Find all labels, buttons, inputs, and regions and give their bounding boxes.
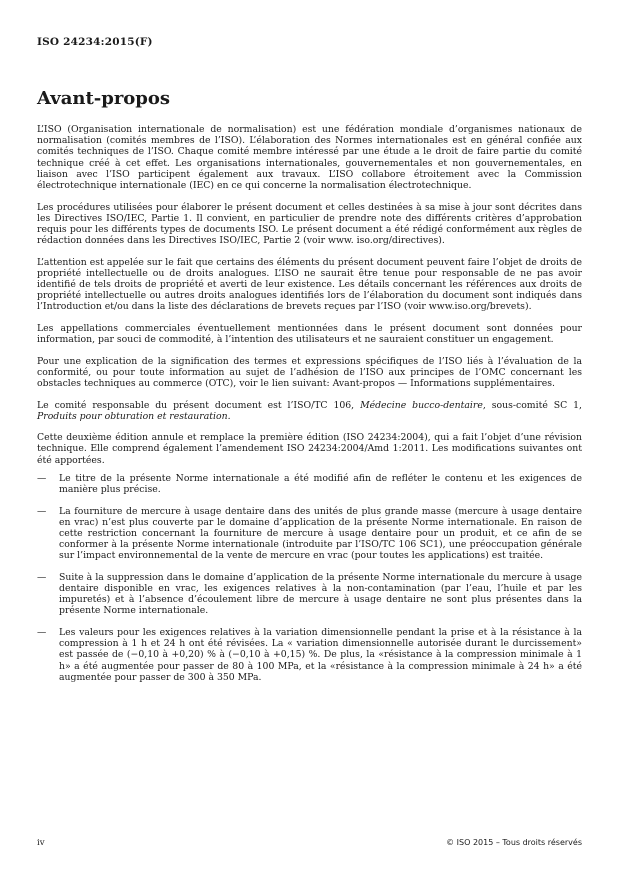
- dash-bullet: —: [37, 505, 47, 517]
- document-id: ISO 24234:2015(F): [37, 36, 153, 48]
- page-number: iv: [37, 838, 45, 848]
- list-item-text: Suite à la suppression dans le domaine d’application de la présente Norme internationale du mercure à usage dentaire disponible en vrac, les exigences relatives à la non-contamination (par l’eau, l’huile et par les impuretés) et à l’absence d’écoulement libre de mercure à usage dentaire ne sont plus présentes dans la présente Norme internationale.: [59, 571, 582, 617]
- paragraph-conformity: Pour une explication de la signification des termes et expressions spécifiques de l’ISO liés à l’évaluation de la conformité, ou pour toute information au sujet de l’adhésion de l’ISO aux principes de l’OMC concernant les obstacles techniques au commerce (OTC), voir le lien suivant: Avant-propos — Informations supplémentaires.: [37, 355, 582, 390]
- list-item-text: La fourniture de mercure à usage dentaire dans des unités de plus grande masse (mercure à usage dentaire en vrac) n’est plus couverte par le domaine d’application de la présente Norme internationale. En raison de cette restriction concernant la fourniture de mercure à usage dentaire pour un produit, et ce afin de se conformer à la présente Norme internationale (introduite par l’ISO/TC 106 SC1), une préoccupation générale sur l’impact environnemental de la vente de mercure en vrac (pour toutes les applications) est traitée.: [59, 505, 582, 562]
- committee-text-a: Le comité responsable du présent document est l’ISO/TC 106,: [37, 399, 361, 411]
- list-item: [37, 506, 582, 562]
- dash-bullet: —: [37, 472, 47, 484]
- paragraph-procedures: Les procédures utilisées pour élaborer le présent document et celles destinées à sa mise à jour sont décrites dans les Directives ISO/IEC, Partie 1. Il convient, en particulier de prendre note des différents critères d’approbation requis pour les différents types de documents ISO. Le présent document a été rédigé conformément aux règles de rédaction données dans les Directives ISO/IEC, Partie 2 (voir www. iso.org/directives).: [37, 201, 582, 247]
- paragraph-edition: Cette deuxième édition annule et remplace la première édition (ISO 24234:2004), qui a fait l’objet d’une révision technique. Elle comprend également l’amendement ISO 24234:2004/Amd 1:2011. Les modifications suivantes ont été apportées.: [37, 432, 582, 466]
- list-item-text: Les valeurs pour les exigences relatives à la variation dimensionnelle pendant la prise et à la résistance à la compression à 1 h et 24 h ont été révisées. La « variation dimensionnelle autorisée durant le durcissement» est passée de (−0,10 à +0,20) % à (−0,10 à +0,15) %. De plus, la «résistance à la compression minimale à 1 h» a été augmentée pour passer de 80 à 100 MPa, et la «résistance à la compression minimale à 24 h» a été augmentée pour passer de 300 à 350 MPa.: [59, 626, 582, 683]
- list-item: [37, 627, 582, 683]
- list-item-text: Le titre de la présente Norme internationale a été modifié afin de refléter le contenu et les exigences de manière plus précise.: [59, 472, 582, 496]
- committee-text-c: , sous-comité SC 1,: [482, 399, 582, 411]
- changes-list: [37, 473, 582, 683]
- list-item: [37, 572, 582, 617]
- copyright-notice: © ISO 2015 – Tous droits réservés: [446, 838, 582, 847]
- paragraph-trade-names: Les appellations commerciales éventuellement mentionnées dans le présent document sont données pour information, par souci de commodité, à l’intention des utilisateurs et ne sauraient constituer un engagement.: [37, 322, 582, 346]
- subcommittee-name: Produits pour obturation et restauration: [37, 410, 228, 422]
- paragraph-committee: [37, 400, 582, 422]
- committee-name: Médecine bucco-dentaire: [360, 399, 483, 411]
- dash-bullet: —: [37, 571, 47, 583]
- section-title: Avant-propos: [37, 88, 171, 109]
- committee-text-e: .: [227, 410, 231, 422]
- list-item: [37, 473, 582, 495]
- foreword-body: [37, 124, 582, 693]
- paragraph-iso-intro: L’ISO (Organisation internationale de normalisation) est une fédération mondiale d’organismes nationaux de normalisation (comités membres de l’ISO). L’élaboration des Normes internationales est en général confiée aux comités techniques de l’ISO. Chaque comité membre intéressé par une étude a le droit de faire partie du comité technique créé à cet effet. Les organisations internationales, gouvernementales et non gouvernementales, en liaison avec l’ISO participent également aux travaux. L’ISO collabore étroitement avec la Commission électrotechnique internationale (IEC) en ce qui concerne la normalisation électrotechnique.: [37, 124, 582, 192]
- dash-bullet: —: [37, 626, 47, 638]
- paragraph-patent-rights: L’attention est appelée sur le fait que certains des éléments du présent document peuvent faire l’objet de droits de propriété intellectuelle ou de droits analogues. L’ISO ne saurait être tenue pour responsable de ne pas avoir identifié de tels droits de propriété et averti de leur existence. Les détails concernant les références aux droits de propriété intellectuelle ou autres droits analogues identifiés lors de l’élaboration du document sont indiqués dans l’Introduction et/ou dans la liste des déclarations de brevets reçues par l’ISO (voir www.iso.org/brevets).: [37, 256, 582, 313]
